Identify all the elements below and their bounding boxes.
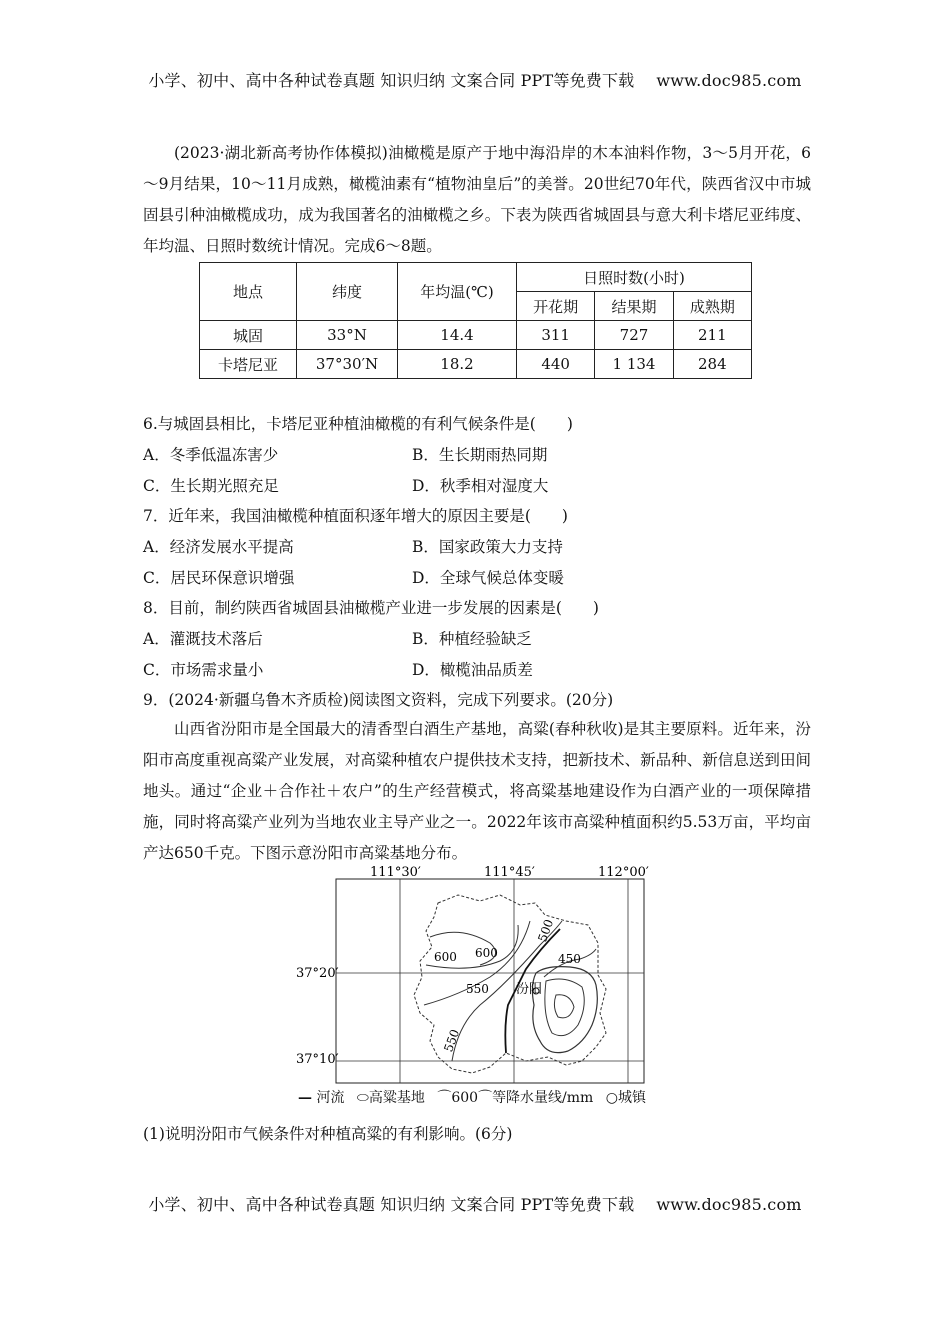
th-flowering: 开花期	[517, 292, 595, 321]
header-url: www.doc985.com	[656, 71, 802, 90]
sorghum-base-area	[545, 979, 584, 1036]
cell: 211	[673, 321, 751, 350]
q9-material	[143, 714, 811, 869]
header-text: 小学、初中、高中各种试卷真题 知识归纳 文案合同 PPT等免费下载	[148, 71, 635, 90]
cell: 18.2	[398, 350, 517, 379]
q6-option-a[interactable]: A．冬季低温冻害少	[143, 446, 279, 464]
cell: 城固	[200, 321, 297, 350]
th-temp: 年均温(℃)	[398, 263, 517, 321]
legend-isohyet-value: 600	[451, 1090, 479, 1106]
page-header	[0, 68, 950, 91]
legend-river: 河流	[316, 1090, 345, 1106]
th-ripening: 成熟期	[673, 292, 751, 321]
question-9-sub1: (1)说明汾阳市气候条件对种植高粱的有利影响。(6分)	[143, 1125, 513, 1143]
q6-option-b[interactable]: B．生长期雨热同期	[412, 446, 548, 464]
cell: 284	[673, 350, 751, 379]
legend-isohyet: 等降水量线/mm	[492, 1090, 594, 1106]
q7-option-d[interactable]: D．全球气候总体变暖	[412, 569, 564, 587]
city-label: 汾阳	[516, 982, 543, 997]
legend-town: 城镇	[618, 1090, 647, 1106]
q6-option-d[interactable]: D．秋季相对湿度大	[412, 477, 549, 495]
intro-paragraph: (2023·湖北新高考协作体模拟)油橄榄是原产于地中海沿岸的木本油料作物，3～5月开花，6～9月结果，10～11月成熟，橄榄油素有“植物油皇后”的美誉。20世纪70年代，陕西省汉中市城固县引种油橄榄成功，成为我国著名的油橄榄之乡。下表为陕西省城固县与意大利卡塔尼亚纬度、年均温、日照时数统计情况。完成6～8题。	[143, 144, 811, 255]
q7-option-a[interactable]: A．经济发展水平提高	[143, 538, 294, 556]
footer-url: www.doc985.com	[656, 1195, 802, 1214]
cell: 33°N	[297, 321, 398, 350]
q8-option-c[interactable]: C．市场需求量小	[143, 661, 264, 679]
cell: 1 134	[595, 350, 673, 379]
page-footer	[0, 1192, 950, 1215]
lon-label-1: 111°30′	[370, 865, 421, 880]
lon-label-2: 111°45′	[484, 865, 535, 880]
lon-label-3: 112°00′	[598, 865, 649, 880]
intro-block	[143, 138, 811, 262]
table-row	[200, 350, 752, 379]
th-sunshine: 日照时数(小时)	[517, 263, 752, 292]
cell: 卡塔尼亚	[200, 350, 297, 379]
contour-label: 550	[441, 1027, 463, 1054]
question-8-stem: 8．目前，制约陕西省城固县油橄榄产业进一步发展的因素是( )	[143, 599, 599, 617]
contour-label: 600	[434, 950, 457, 964]
cell: 14.4	[398, 321, 517, 350]
q8-option-d[interactable]: D．橄榄油品质差	[412, 661, 533, 679]
th-location: 地点	[200, 263, 297, 321]
q9-paragraph: 山西省汾阳市是全国最大的清香型白酒生产基地，高粱(春种秋收)是其主要原料。近年来，汾阳市高度重视高粱产业发展，对高粱种植农户提供技术支持，把新技术、新品种、新信息送到田间地头。通过“企业＋合作社＋农户”的生产经营模式，将高粱基地建设作为白酒产业的一项保障措施，同时将高粱产业列为当地农业主导产业之一。2022年该市高粱种植面积约5.53万亩，平均亩产达650千克。下图示意汾阳市高粱基地分布。	[143, 720, 811, 862]
sorghum-base-map	[296, 865, 650, 1087]
lat-label-2: 37°10′	[296, 1052, 339, 1067]
q8-option-a[interactable]: A．灌溉技术落后	[143, 630, 263, 648]
th-fruiting: 结果期	[595, 292, 673, 321]
cell: 727	[595, 321, 673, 350]
contour-label: 500	[535, 917, 557, 944]
table-row	[200, 321, 752, 350]
sorghum-base-area	[554, 995, 574, 1018]
contour-label: 450	[558, 952, 581, 966]
cell: 311	[517, 321, 595, 350]
footer-text: 小学、初中、高中各种试卷真题 知识归纳 文案合同 PPT等免费下载	[148, 1195, 635, 1214]
climate-table	[199, 262, 752, 379]
q7-option-c[interactable]: C．居民环保意识增强	[143, 569, 295, 587]
q6-option-c[interactable]: C．生长期光照充足	[143, 477, 279, 495]
question-6-stem: 6.与城固县相比，卡塔尼亚种植油橄榄的有利气候条件是( )	[143, 415, 573, 433]
contour-label: 600	[475, 946, 498, 960]
map-legend: — 河流 ⬭高粱基地 ⌒600⌒等降水量线/mm ○城镇	[298, 1090, 647, 1106]
question-7-stem: 7．近年来，我国油橄榄种植面积逐年增大的原因主要是( )	[143, 507, 568, 525]
cell: 37°30′N	[297, 350, 398, 379]
q7-option-b[interactable]: B．国家政策大力支持	[412, 538, 563, 556]
contour-label: 550	[466, 982, 489, 996]
question-9-stem: 9．(2024·新疆乌鲁木齐质检)阅读图文资料，完成下列要求。(20分)	[143, 691, 614, 709]
lat-label-1: 37°20′	[296, 966, 339, 981]
cell: 440	[517, 350, 595, 379]
q8-option-b[interactable]: B．种植经验缺乏	[412, 630, 532, 648]
th-latitude: 纬度	[297, 263, 398, 321]
legend-base: 高粱基地	[368, 1090, 425, 1106]
